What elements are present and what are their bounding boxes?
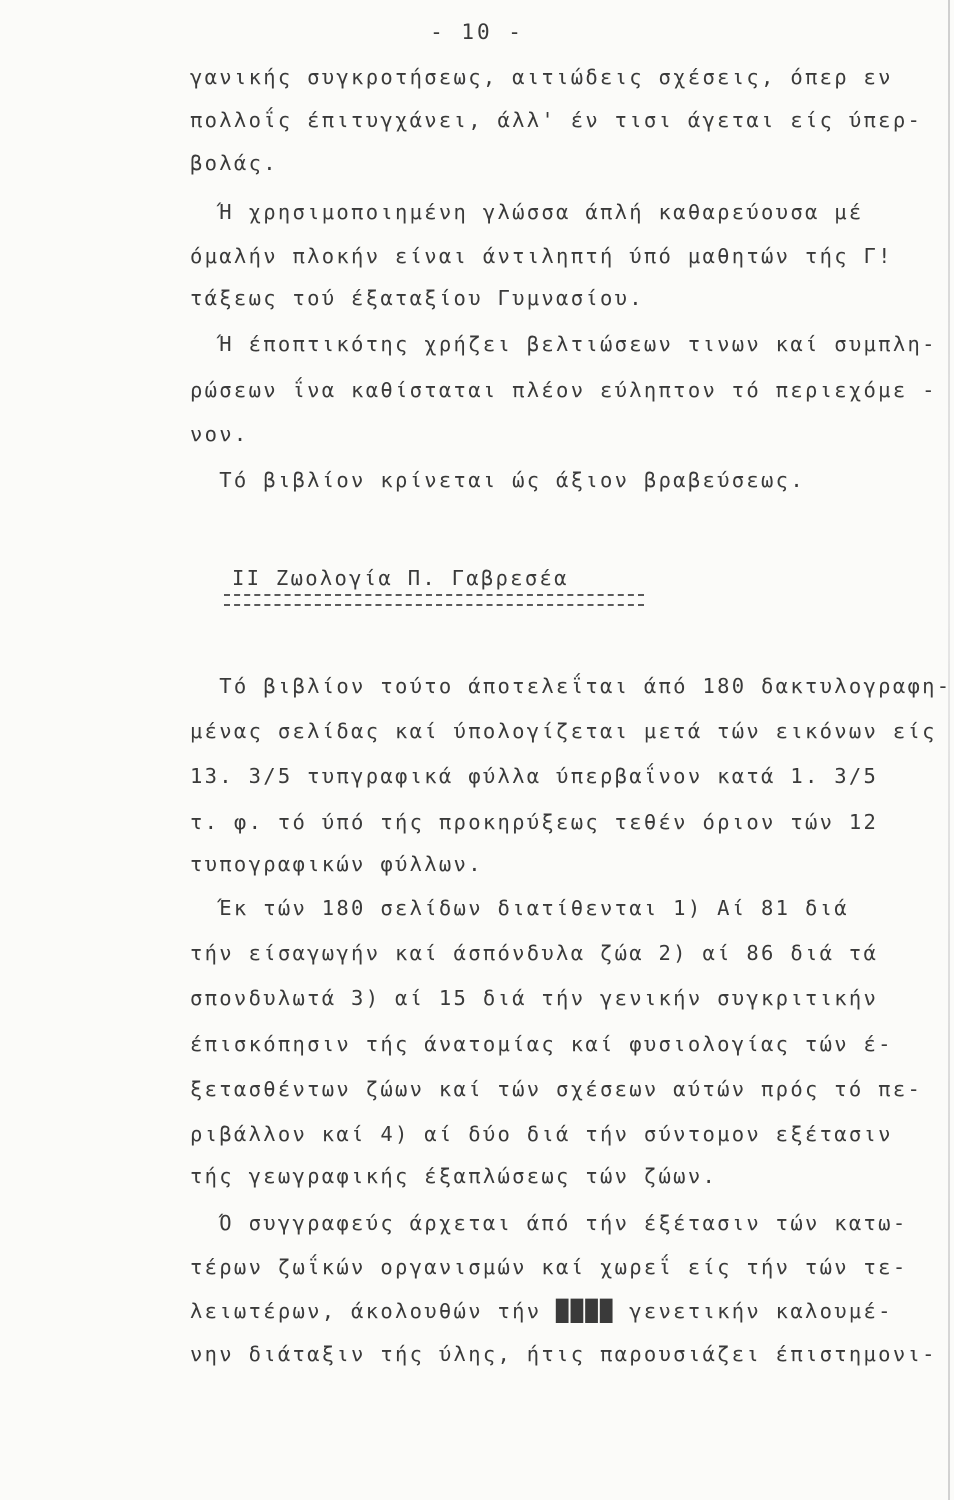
text-line: όμαλήν πλοκήν είναι άντιληπτή ύπό μαθητών τής Γ! <box>190 244 893 268</box>
text-line: τάξεως τού έξαταξίου Γυμνασίου. <box>190 286 644 310</box>
text-line: σπονδυλωτά 3) αί 15 διά τήν γενικήν συγκριτικήν <box>190 986 879 1010</box>
text-line: 13. 3/5 τυπγραφικά φύλλα ύπερβαΐνον κατά 1. 3/5 <box>190 764 879 788</box>
text-line: βολάς. <box>190 151 278 175</box>
page-edge <box>948 0 950 1500</box>
text-line: ξετασθέντων ζώων καί τών σχέσεων αύτών πρός τό πε- <box>190 1077 923 1101</box>
text-line: ριβάλλον καί 4) αί δύο διά τήν σύντομον εξέτασιν <box>190 1122 893 1146</box>
text-line: Τό βιβλίον τούτο άποτελεΐται άπό 180 δακτυλογραφη- <box>190 674 952 698</box>
text-line: Ή έποπτικότης χρήζει βελτιώσεων τινων καί συμπλη- <box>190 332 937 356</box>
text-line: τ. φ. τό ύπό τής προκηρύξεως τεθέν όριον τών 12 <box>190 810 879 834</box>
text-line: τής γεωγραφικής έξαπλώσεως τών ζώων. <box>190 1164 718 1188</box>
section-heading: II Ζωολογία Π. Γαβρεσέα <box>232 566 569 590</box>
text-line: πολλοΐς έπιτυγχάνει, άλλ' έν τισι άγεται είς ύπερ- <box>190 108 923 132</box>
text-line: μένας σελίδας καί ύπολογίζεται μετά τών εικόνων είς <box>190 719 937 743</box>
text-line: τέρων ζωΐκών οργανισμών καί χωρεΐ είς τήν τών τε- <box>190 1255 908 1279</box>
text-line: τυπογραφικών φύλλων. <box>190 852 483 876</box>
text-line: νον. <box>190 422 249 446</box>
text-line: Τό βιβλίον κρίνεται ώς άξιον βραβεύσεως. <box>190 468 805 492</box>
text-line: νην διάταξιν τής ύλης, ήτις παρουσιάζει έπιστημονι- <box>190 1342 937 1366</box>
text-line: λειωτέρων, άκολουθών τήν ████ γενετικήν καλουμέ- <box>190 1299 893 1323</box>
text-line: γανικής συγκροτήσεως, αιτιώδεις σχέσεις, όπερ εν <box>190 65 893 89</box>
text-line: τήν είσαγωγήν καί άσπόνδυλα ζώα 2) αί 86 διά τά <box>190 941 879 965</box>
text-line: Ή χρησιμοποιημένη γλώσσα άπλή καθαρεύουσα μέ <box>190 200 864 224</box>
text-line: ρώσεων ΐνα καθίσταται πλέον εύληπτον τό περιεχόμε - <box>190 378 937 402</box>
text-line: Έκ τών 180 σελίδων διατίθενται 1) Αί 81 διά <box>190 896 849 920</box>
text-line: Ό συγγραφεύς άρχεται άπό τήν έξέτασιν τών κατω- <box>190 1211 908 1235</box>
page-number: - 10 - <box>430 20 524 44</box>
text-line: έπισκόπησιν τής άνατομίας καί φυσιολογίας τών έ- <box>190 1032 893 1056</box>
heading-underline <box>224 594 644 606</box>
